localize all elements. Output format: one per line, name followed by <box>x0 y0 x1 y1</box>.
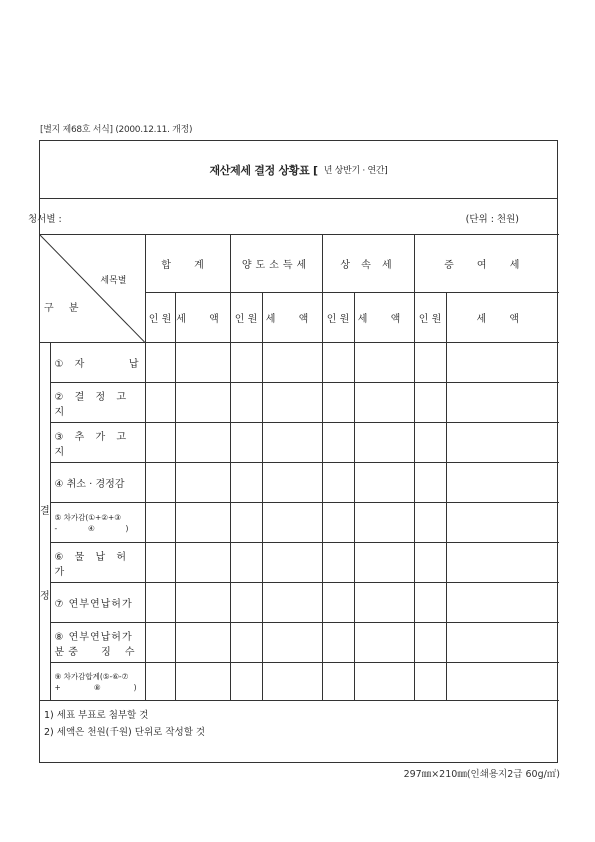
row-label: ④ 취소 · 경정감 <box>50 463 145 503</box>
input-cell[interactable] <box>145 423 175 463</box>
input-cell[interactable] <box>230 463 262 503</box>
note-2: 2) 세액은 천원(千원) 단위로 작성할 것 <box>44 727 206 738</box>
input-cell[interactable] <box>262 423 322 463</box>
input-cell[interactable] <box>322 463 354 503</box>
subheader-amount: 세 액 <box>354 293 414 343</box>
input-cell[interactable] <box>446 583 559 623</box>
input-cell[interactable] <box>230 503 262 543</box>
form-number-label: [별지 제68호 서식] (2000.12.11. 개정) <box>40 125 193 135</box>
input-cell[interactable] <box>230 663 262 701</box>
subheader-amount: 세 액 <box>175 293 230 343</box>
input-cell[interactable] <box>262 343 322 383</box>
row-label: ② 결 정 고 지 <box>50 383 145 423</box>
note-1: 1) 세표 부표로 첨부할 것 <box>44 710 149 721</box>
paper-spec: 297㎜×210㎜(인쇄용지2급 60g/㎡) <box>403 769 560 780</box>
input-cell[interactable] <box>145 343 175 383</box>
input-cell[interactable] <box>175 623 230 663</box>
input-cell[interactable] <box>414 583 446 623</box>
input-cell[interactable] <box>230 543 262 583</box>
input-cell[interactable] <box>145 583 175 623</box>
row-label: ① 자 납 <box>50 343 145 383</box>
diagonal-line <box>40 235 145 342</box>
notes <box>44 707 205 741</box>
input-cell[interactable] <box>175 423 230 463</box>
row-label: ③ 추 가 고 지 <box>50 423 145 463</box>
corner-bottom-label: 구 분 <box>44 303 85 314</box>
corner-top-label: 세목별 <box>100 276 127 286</box>
input-cell[interactable] <box>322 583 354 623</box>
input-cell[interactable] <box>446 423 559 463</box>
input-cell[interactable] <box>230 343 262 383</box>
input-cell[interactable] <box>322 623 354 663</box>
row-label: ⑦ 연부연납허가 <box>50 583 145 623</box>
input-cell[interactable] <box>414 503 446 543</box>
form-title: 재산제세 결정 상황표 [ <box>209 163 318 177</box>
input-cell[interactable] <box>262 463 322 503</box>
input-cell[interactable] <box>322 543 354 583</box>
input-cell[interactable] <box>175 543 230 583</box>
input-cell[interactable] <box>230 583 262 623</box>
subheader-amount: 세 액 <box>446 293 559 343</box>
input-cell[interactable] <box>446 343 559 383</box>
input-cell[interactable] <box>230 383 262 423</box>
input-cell[interactable] <box>262 503 322 543</box>
input-cell[interactable] <box>322 343 354 383</box>
input-cell[interactable] <box>322 503 354 543</box>
input-cell[interactable] <box>414 663 446 701</box>
form-frame <box>28 140 558 763</box>
input-cell[interactable] <box>446 383 559 423</box>
row-label: ⑨ 차가감합계(⑤-⑥-⑦ + ⑧ ) <box>50 663 145 701</box>
input-cell[interactable] <box>230 623 262 663</box>
input-cell[interactable] <box>414 623 446 663</box>
row-label: ⑥ 물 납 허 가 <box>50 543 145 583</box>
input-cell[interactable] <box>446 463 559 503</box>
subheader-count: 인 원 <box>322 293 354 343</box>
input-cell[interactable] <box>354 503 414 543</box>
input-cell[interactable] <box>230 423 262 463</box>
input-cell[interactable] <box>145 463 175 503</box>
subheader-count: 인 원 <box>414 293 446 343</box>
input-cell[interactable] <box>354 463 414 503</box>
input-cell[interactable] <box>145 503 175 543</box>
group-header-inheritance-tax: 상 속 세 <box>322 235 414 293</box>
input-cell[interactable] <box>414 543 446 583</box>
input-cell[interactable] <box>354 383 414 423</box>
input-cell[interactable] <box>322 383 354 423</box>
group-header-gift-tax: 증 여 세 <box>414 235 559 293</box>
corner-header-cell <box>40 235 145 343</box>
input-cell[interactable] <box>262 583 322 623</box>
input-cell[interactable] <box>354 423 414 463</box>
subheader-amount: 세 액 <box>262 293 322 343</box>
input-cell[interactable] <box>354 583 414 623</box>
title-box <box>40 141 557 199</box>
subheader-count: 인 원 <box>145 293 175 343</box>
input-cell[interactable] <box>262 543 322 583</box>
input-cell[interactable] <box>145 543 175 583</box>
input-cell[interactable] <box>262 623 322 663</box>
subheader-count: 인 원 <box>230 293 262 343</box>
group-header-total: 합 계 <box>145 235 230 293</box>
status-table <box>40 234 559 701</box>
input-cell[interactable] <box>145 383 175 423</box>
input-cell[interactable] <box>354 543 414 583</box>
input-cell[interactable] <box>145 623 175 663</box>
input-cell[interactable] <box>414 423 446 463</box>
form-title-suffix: 년 상반기 · 연간] <box>323 166 388 176</box>
input-cell[interactable] <box>354 623 414 663</box>
input-cell[interactable] <box>322 663 354 701</box>
side-label-cell <box>40 343 50 701</box>
input-cell[interactable] <box>446 503 559 543</box>
input-cell[interactable] <box>414 463 446 503</box>
input-cell[interactable] <box>322 423 354 463</box>
row-label: ⑤ 차가감(①+②+③ - ④ ) <box>50 503 145 543</box>
input-cell[interactable] <box>175 463 230 503</box>
input-cell[interactable] <box>414 383 446 423</box>
input-cell[interactable] <box>414 343 446 383</box>
input-cell[interactable] <box>446 543 559 583</box>
input-cell[interactable] <box>175 583 230 623</box>
input-cell[interactable] <box>175 383 230 423</box>
input-cell[interactable] <box>175 663 230 701</box>
input-cell[interactable] <box>262 383 322 423</box>
group-header-transfer-tax: 양도소득세 <box>230 235 322 293</box>
input-cell[interactable] <box>175 503 230 543</box>
unit-label: (단위 : 천원) <box>465 214 519 225</box>
input-cell[interactable] <box>175 343 230 383</box>
input-cell[interactable] <box>354 343 414 383</box>
input-cell[interactable] <box>145 663 175 701</box>
side-label-top: 결 <box>40 505 50 517</box>
row-label: ⑧ 연부연납허가 분 중 징 수 <box>50 623 145 663</box>
input-cell[interactable] <box>354 663 414 701</box>
side-label-bottom: 정 <box>40 590 50 602</box>
filer-label: 청서별 : <box>28 214 62 225</box>
input-cell[interactable] <box>446 623 559 663</box>
input-cell[interactable] <box>446 663 559 701</box>
input-cell[interactable] <box>262 663 322 701</box>
